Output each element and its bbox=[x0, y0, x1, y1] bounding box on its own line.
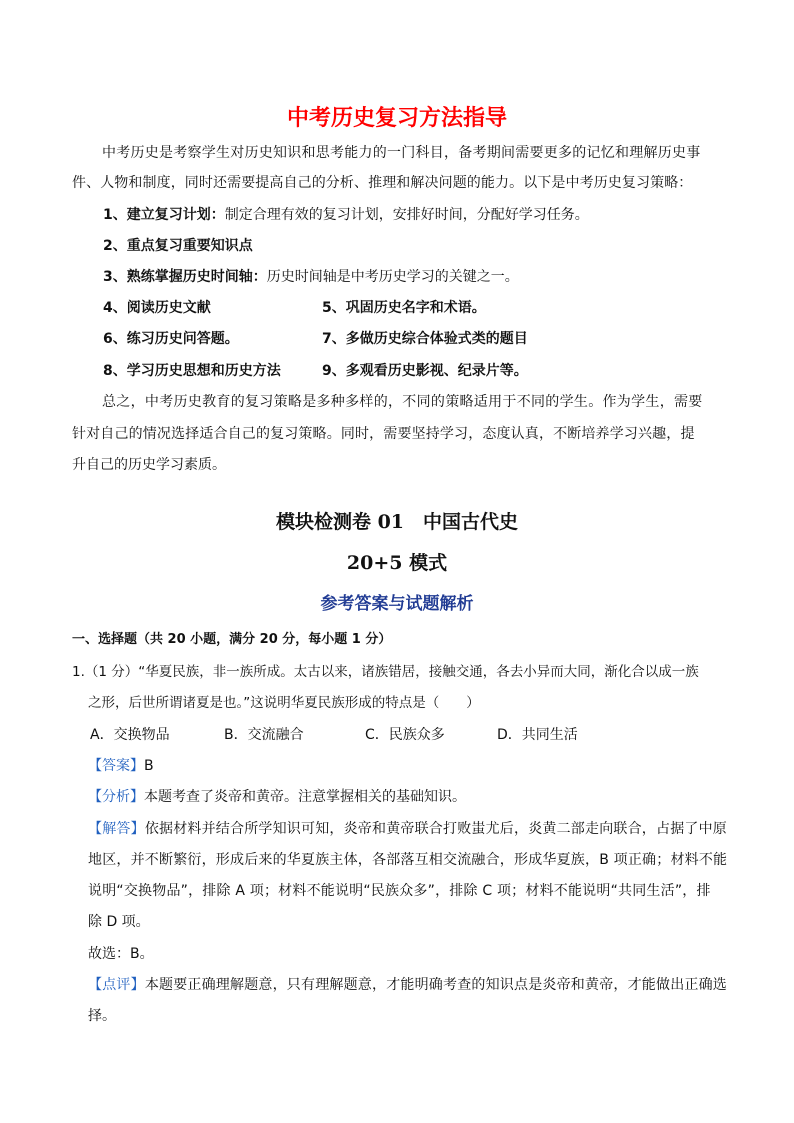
strategy-item-9: 9、多观看历史影视、纪录片等。 bbox=[322, 363, 528, 379]
section-heading: 一、选择题（共 20 小题，满分 20 分，每小题 1 分） bbox=[72, 632, 392, 647]
strategy-label: 3、熟练掌握历史时间轴： bbox=[103, 269, 267, 285]
question-stem-line: 之形，后世所谓诸夏是也。”这说明华夏民族形成的特点是（ ） bbox=[88, 695, 480, 711]
question-stem-line: 1.（1 分）“华夏民族，非一族所成。太古以来，诸族错居，接触交通，各去小异而大同，渐化合以成一族 bbox=[72, 664, 699, 680]
strategy-item-2: 2、重点复习重要知识点 bbox=[103, 238, 253, 254]
analysis-tag: 【分析】 bbox=[88, 789, 144, 805]
answer-value: B bbox=[144, 758, 154, 774]
strategy-item-8: 8、学习历史思想和历史方法 bbox=[103, 363, 281, 379]
comment-line bbox=[88, 976, 727, 994]
comment-text: 本题要正确理解题意，只有理解题意，才能明确考查的知识点是炎帝和黄帝，才能做出正确选 bbox=[144, 977, 728, 993]
solution-line bbox=[88, 820, 727, 838]
strategy-item-3 bbox=[103, 268, 519, 286]
strategy-text: 制定合理有效的复习计划，安排好时间，分配好学习任务。 bbox=[224, 207, 589, 223]
analysis-text: 本题考查了炎帝和黄帝。注意掌握相关的基础知识。 bbox=[144, 789, 466, 805]
strategy-item-6: 6、练习历史问答题。 bbox=[103, 331, 239, 347]
page-title: 中考历史复习方法指导 bbox=[286, 106, 507, 131]
answer-line bbox=[88, 757, 154, 775]
solution-line: 说明“交换物品”，排除 A 项；材料不能说明“民族众多”，排除 C 项；材料不能说明“共同生活”，排 bbox=[88, 883, 711, 899]
option-c: C．民族众多 bbox=[365, 727, 445, 743]
strategy-text: 历史时间轴是中考历史学习的关键之一。 bbox=[266, 269, 519, 285]
strategy-label: 1、建立复习计划： bbox=[103, 207, 225, 223]
conclusion-paragraph-line: 升自己的历史学习素质。 bbox=[72, 457, 226, 473]
strategy-item-1 bbox=[103, 206, 589, 224]
comment-line: 择。 bbox=[88, 1008, 116, 1024]
intro-paragraph-line: 件、人物和制度，同时还需要提高自己的分析、推理和解决问题的能力。以下是中考历史复习策略： bbox=[72, 175, 693, 191]
option-d: D．共同生活 bbox=[497, 727, 578, 743]
intro-paragraph-line: 中考历史是考察学生对历史知识和思考能力的一门科目，备考期间需要更多的记忆和理解历史事 bbox=[102, 145, 701, 161]
analysis-line bbox=[88, 788, 466, 806]
solution-line: 地区，并不断繁衍，形成后来的华夏族主体，各部落互相交流融合，形成华夏族，B 项正确；材料不能 bbox=[88, 852, 728, 868]
solution-line: 除 D 项。 bbox=[88, 914, 150, 930]
choose-line: 故选：B。 bbox=[88, 946, 154, 962]
conclusion-paragraph-line: 针对自己的情况选择适合自己的复习策略。同时，需要坚持学习，态度认真，不断培养学习兴趣，提 bbox=[72, 426, 695, 442]
option-a: A．交换物品 bbox=[90, 727, 170, 743]
exam-title: 模块检测卷 01 中国古代史 bbox=[275, 511, 519, 533]
solution-text: 依据材料并结合所学知识可知，炎帝和黄帝联合打败蚩尤后，炎黄二部走向联合，占据了中原 bbox=[144, 821, 728, 837]
comment-tag: 【点评】 bbox=[88, 977, 145, 993]
strategy-item-5: 5、巩固历史名字和术语。 bbox=[322, 300, 486, 316]
option-b: B．交流融合 bbox=[224, 727, 304, 743]
conclusion-paragraph-line: 总之，中考历史教育的复习策略是多种多样的，不同的策略适用于不同的学生。作为学生，需要 bbox=[102, 394, 703, 410]
answer-tag: 【答案】 bbox=[88, 758, 144, 774]
solution-tag: 【解答】 bbox=[88, 821, 145, 837]
strategy-item-4: 4、阅读历史文献 bbox=[103, 300, 211, 316]
exam-subtitle: 20+5 模式 bbox=[346, 552, 448, 574]
answer-section-title: 参考答案与试题解析 bbox=[320, 594, 474, 614]
strategy-item-7: 7、多做历史综合体验式类的题目 bbox=[322, 331, 528, 347]
